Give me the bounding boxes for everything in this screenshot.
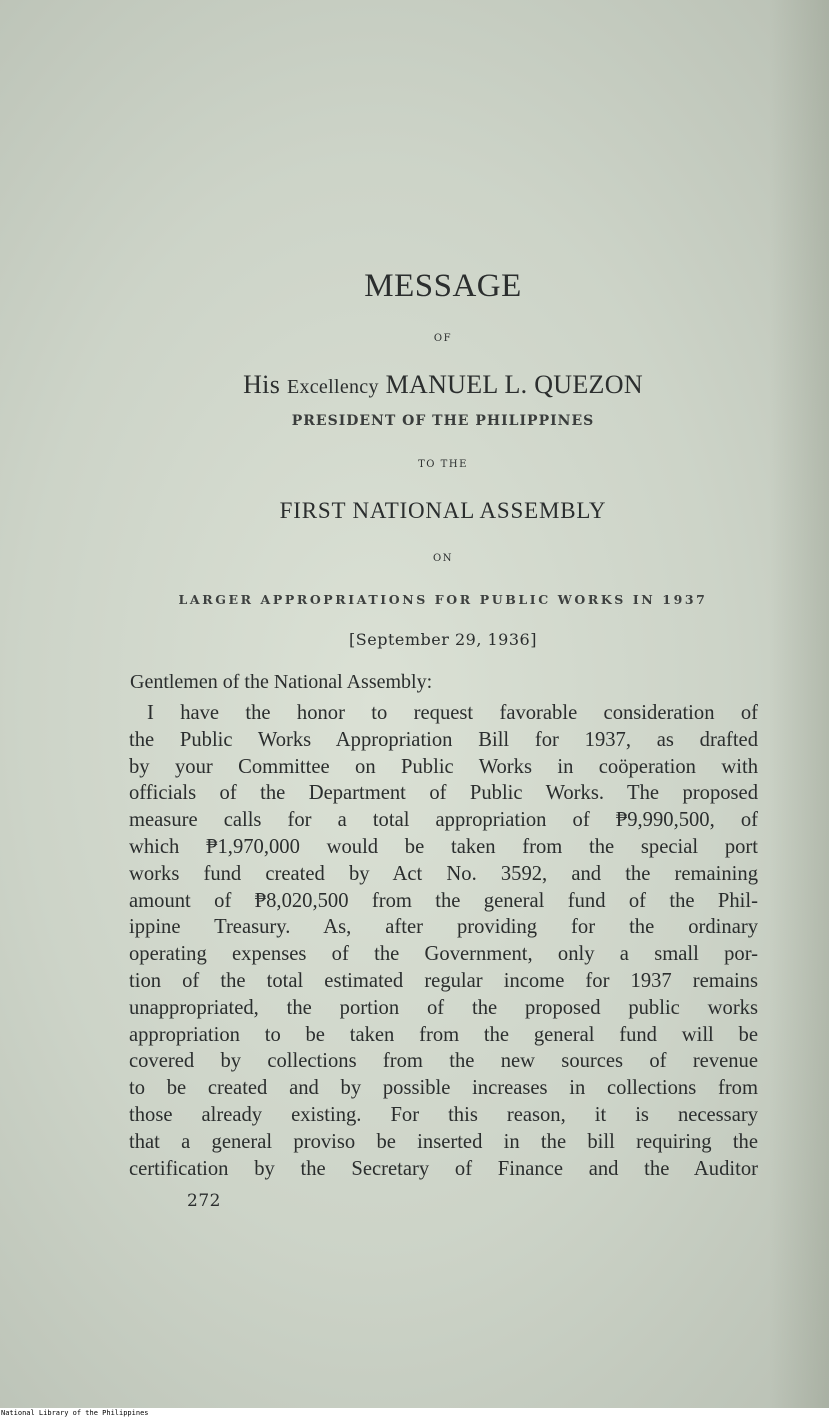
body-line: the Public Works Appropriation Bill for 1937, as drafted (129, 728, 758, 751)
author-position: PRESIDENT OF THE PHILIPPINES (291, 413, 595, 429)
of-connector: OF (433, 333, 453, 344)
library-credit: National Library of the Philippines (0, 1408, 829, 1418)
body-line: appropriation to be taken from the general fund will be (129, 1023, 758, 1046)
on-connector: ON (433, 553, 453, 564)
to-the-connector: TO THE (418, 459, 468, 470)
body-line: works fund created by Act No. 3592, and the remaining (129, 862, 758, 885)
excellency-prefix-1: His (243, 370, 281, 399)
body-line: unappropriated, the portion of the proposed public works (129, 996, 758, 1019)
body-line: those already existing. For this reason, it is necessary (129, 1103, 758, 1126)
body-paragraph (129, 700, 758, 1182)
message-date: [September 29, 1936] (349, 630, 537, 649)
subject-heading: LARGER APPROPRIATIONS FOR PUBLIC WORKS IN 1937 (178, 592, 708, 607)
body-line: ippine Treasury. As, after providing for the ordinary (129, 916, 758, 939)
body-line: tion of the total estimated regular income for 1937 remains (129, 969, 758, 992)
body-line: officials of the Department of Public Works. The proposed (129, 782, 758, 805)
body-line: amount of ₱8,020,500 from the general fund of the Phil- (129, 889, 758, 912)
body-line: by your Committee on Public Works in coöperation with (129, 755, 758, 778)
body-line: which ₱1,970,000 would be taken from the special port (129, 835, 758, 858)
author-name: MANUEL L. QUEZON (385, 370, 643, 399)
body-line: covered by collections from the new sources of revenue (129, 1050, 758, 1073)
body-line: I have the honor to request favorable consideration of (147, 702, 758, 724)
body-line: certification by the Secretary of Finance and the Auditor (129, 1157, 758, 1180)
body-line: that a general proviso be inserted in the bill requiring the (129, 1130, 758, 1153)
body-line: operating expenses of the Government, only a small por- (129, 943, 758, 966)
body-line: to be created and by possible increases in collections from (129, 1077, 758, 1100)
excellency-prefix-2: Excellency (286, 376, 379, 398)
page-number: 272 (187, 1191, 221, 1211)
salutation: Gentlemen of the National Assembly: (130, 671, 433, 693)
recipient-assembly: FIRST NATIONAL ASSEMBLY (279, 498, 607, 523)
body-line: measure calls for a total appropriation of ₱9,990,500, of (129, 809, 758, 832)
document-title: MESSAGE (364, 268, 522, 304)
author-line (128, 370, 758, 400)
